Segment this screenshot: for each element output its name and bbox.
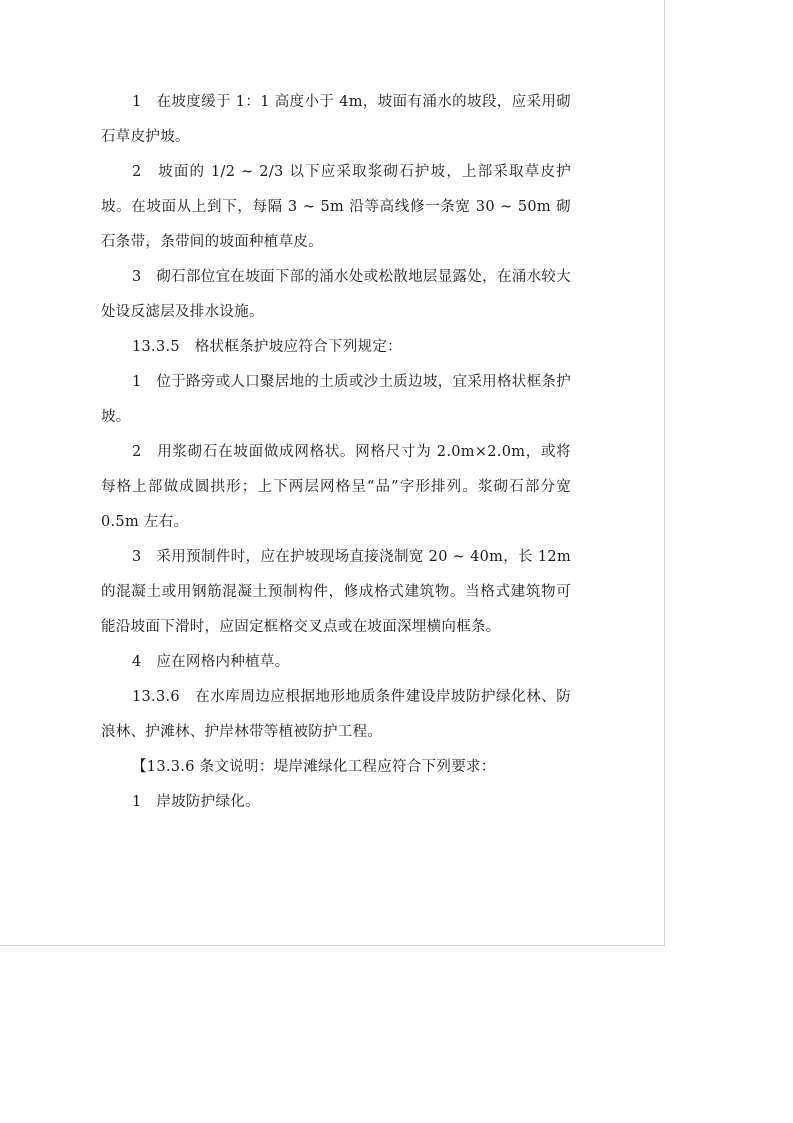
section-heading-13-3-6: 13.3.6 在水库周边应根据地形地质条件建设岸坡防护绿化林、防浪林、护滩林、护岸林带等植被防护工程。 <box>101 689 571 740</box>
paragraph-4: 1 位于路旁或人口聚居地的土质或沙土质边坡，宜采用格状框条护坡。 <box>101 374 571 425</box>
paragraph-7: 4 应在网格内种植草。 <box>132 654 290 670</box>
paragraph-5: 2 用浆砌石在坡面做成网格状。网格尺寸为 2.0m×2.0m，或将每格上部做成圆拱形；上下两层网格呈“品”字形排列。浆砌石部分宽 0.5m 左右。 <box>101 444 571 530</box>
paragraph-6: 3 采用预制件时，应在护坡现场直接浇制宽 20 ~ 40m，长 12m 的混凝土或用钢筋混凝土预制构件，修成格式建筑物。当格式建筑物可能沿坡面下滑时，应固定框格交叉点或在坡面深埋横向框条。 <box>101 549 571 635</box>
clause-explanation-heading: 【13.3.6 条文说明：堤岸滩绿化工程应符合下列要求： <box>132 759 496 775</box>
paragraph-8: 1 岸坡防护绿化。 <box>132 794 260 810</box>
paragraph-2: 2 坡面的 1/2 ~ 2/3 以下应采取浆砌石护坡，上部采取草皮护坡。在坡面从上到下，每隔 3 ~ 5m 沿等高线修一条宽 30 ~ 50m 砌石条带，条带间的坡面种植草皮。 <box>101 164 571 250</box>
page-body <box>101 85 571 820</box>
section-heading-13-3-5: 13.3.5 格状框条护坡应符合下列规定： <box>132 339 402 355</box>
paragraph-1: 1 在坡度缓于 1：1 高度小于 4m，坡面有涌水的坡段，应采用砌石草皮护坡。 <box>101 94 571 145</box>
paragraph-3: 3 砌石部位宜在坡面下部的涌水处或松散地层显露处，在涌水较大处设反滤层及排水设施。 <box>101 269 571 320</box>
